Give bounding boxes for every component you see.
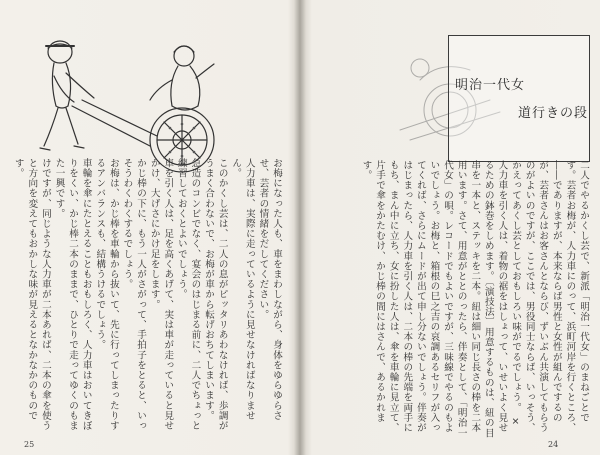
left-column-paragraph: 車を引く人は、足を高くあげて、実は車が走っていると見せかけ、大げさにかけ足をします。 [148,158,174,431]
page-number-right: 24 [548,440,559,449]
section-title-box [448,35,590,162]
left-column-paragraph: かじ棒の下に、もう一人がさがって、手拍子をとると、いっそうわくわくするでしょう。 [121,158,147,431]
title-line-2: 道行きの段 [517,106,588,121]
right-page-body-text: 二人でやるかくし芸で、新派「明治一代女」のまねごとです。芸者お梅が、人力車にのって、浜町河岸を行くところ、――でありますが、本来ならば男性と女性が組んでするのが、芸者さんはお客さんとならび、ずいぶん共演してもらうのがよいのですが、ここでは、男役同士ならば、いっそう、かえってあくし芸としておもしろい味がでるでしょう。 × 人力車を引く人は、着物の裾をはしょって、いせいよく見せるための鉢巻をしめます。〔演技法〕用意するものは、紐の目串を一本と、ステッキを二本。紐は細い同じ長さの棒を二本用います。さて、用意がととのったら、伴奏として、「明治一代女」の唄。レコードでもよいですが、三味線でやるのもよいでしょう。お梅と、箱根の巳之吉の哀調あるセリフが入ってくれば、さらにムードが出て申し分ないでしょう。伴奏がはじまったら、人力車を引く人は、二本の棒の先端を両手にもち、まん中に立ち、女に扮した人は、傘を車輪に見立て、片手で傘をかたむけ、かじ棒の間にはさんで、あるかれます。 [360,160,589,438]
page-number-left: 25 [24,440,35,449]
left-column-paragraph: お梅は、かじ棒を車輪から抜いて、先に行ってしまったりするアンバランスも、結構うけるでしょう。 [94,158,119,431]
left-column-paragraph: 急造のコンビでなく、宴会のはじまる前に、二人でちょっと練習しておくとよいでしょう。 [175,158,201,431]
left-column-paragraph: 車輪を傘にたとえることもおもしろく、人力車はおいてきぼりをくい、かじ棒二本のままで、ひとりで走ってゆくのもまた一興です。 [53,158,92,431]
rickshaw-illustration [22,28,222,178]
left-page-body-text [12,158,283,438]
left-column-paragraph: けですが、同じような人力車が二本あれば、二本の傘を使うと方向を変えてもおかしな味が見えるとなかなかのものです。 [12,158,51,431]
left-column-paragraph: このかくし芸は、二人の息がピッタリあわなければ、歩調がうまく合わないで、お梅が車から転げおちてしまいます。 [203,158,228,431]
left-column-paragraph: 人力車は、実際に走っているように見せなければなりません。 [230,158,255,421]
title-line-1: 明治一代女 [455,78,526,93]
left-column-paragraph: お梅になった人も、車をまわしながら、身体をゆらゆらさせ、芸者の情緒をだしてください。 [257,158,282,421]
